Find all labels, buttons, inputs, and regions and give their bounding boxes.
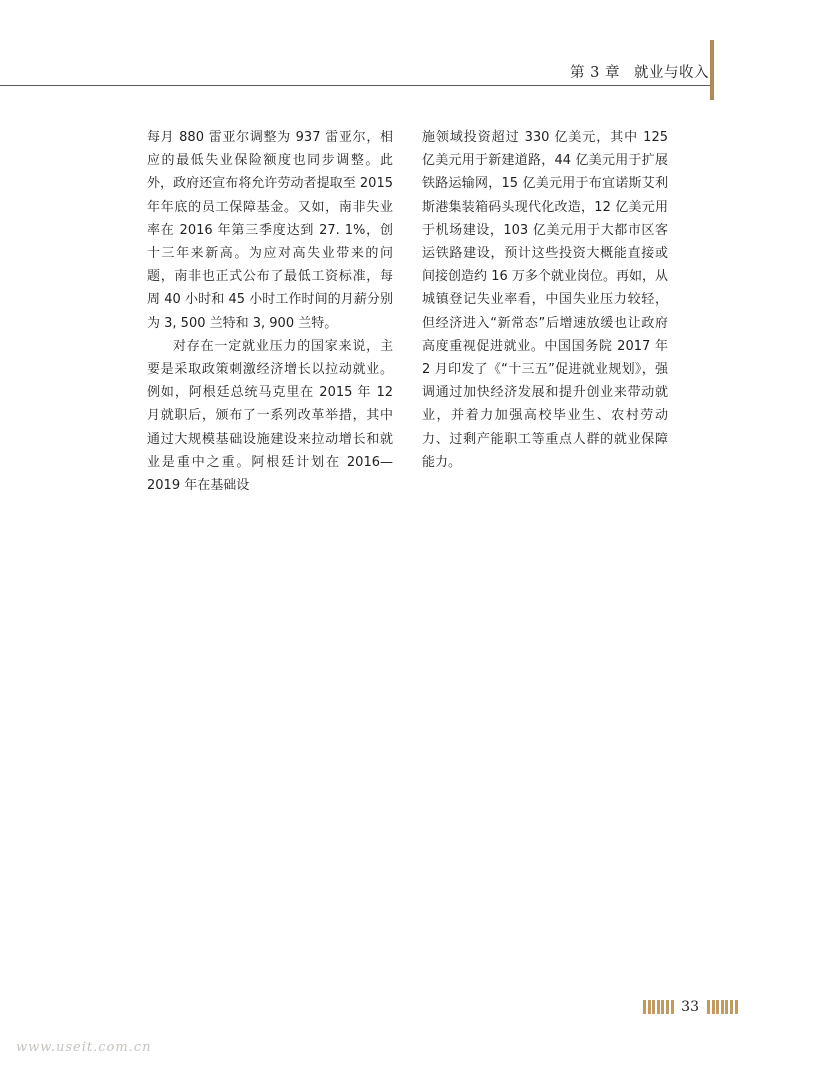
page-number: 33	[681, 999, 699, 1015]
paragraph: 对存在一定就业压力的国家来说，主要是采取政策刺激经济增长以拉动就业。例如，阿根廷总统马克里在 2015 年 12 月就职后，颁布了一系列改革举措，其中通过大规模基础设施建设来拉动增长和就业是重中之重。阿根廷计划在 2016—2019 年在基础设	[147, 338, 393, 494]
header-accent-bar	[710, 40, 714, 100]
chapter-title: 就业与收入	[634, 65, 709, 81]
page-footer	[643, 997, 739, 1017]
header-rule	[0, 85, 713, 86]
running-head	[570, 61, 709, 82]
paragraph: 每月 880 雷亚尔调整为 937 雷亚尔，相应的最低失业保险额度也同步调整。此外，政府还宣布将允许劳动者提取至 2015 年年底的员工保障基金。又如，南非失业率在 2016 年第三季度达到 27. 1%，创十三年来新高。为应对高失业带来的问题，南非也正式公布了最低工资标准，每周 40 小时和 45 小时工作时间的月薪分别为 3, 500 兰特和 3, 900 兰特。	[147, 130, 393, 331]
watermark: www.useit.com.cn	[16, 1040, 152, 1055]
footer-stripes-right	[707, 1000, 739, 1014]
chapter-number: 第 3 章	[570, 65, 620, 81]
left-column	[147, 126, 393, 497]
right-column	[422, 126, 668, 474]
footer-stripes-left	[643, 1000, 675, 1014]
paragraph: 施领域投资超过 330 亿美元，其中 125 亿美元用于新建道路，44 亿美元用于扩展铁路运输网，15 亿美元用于布宜诺斯艾利斯港集装箱码头现代化改造，12 亿美元用于机场建设，103 亿美元用于大都市区客运铁路建设，预计这些投资大概能直接或间接创造约 16 万多个就业岗位。再如，从城镇登记失业率看，中国失业压力较轻，但经济进入“新常态”后增速放缓也让政府高度重视促进就业。中国国务院 2017 年 2 月印发了《“十三五”促进就业规划》，强调通过加快经济发展和提升创业来带动就业，并着力加强高校毕业生、农村劳动力、过剩产能职工等重点人群的就业保障能力。	[422, 130, 668, 470]
